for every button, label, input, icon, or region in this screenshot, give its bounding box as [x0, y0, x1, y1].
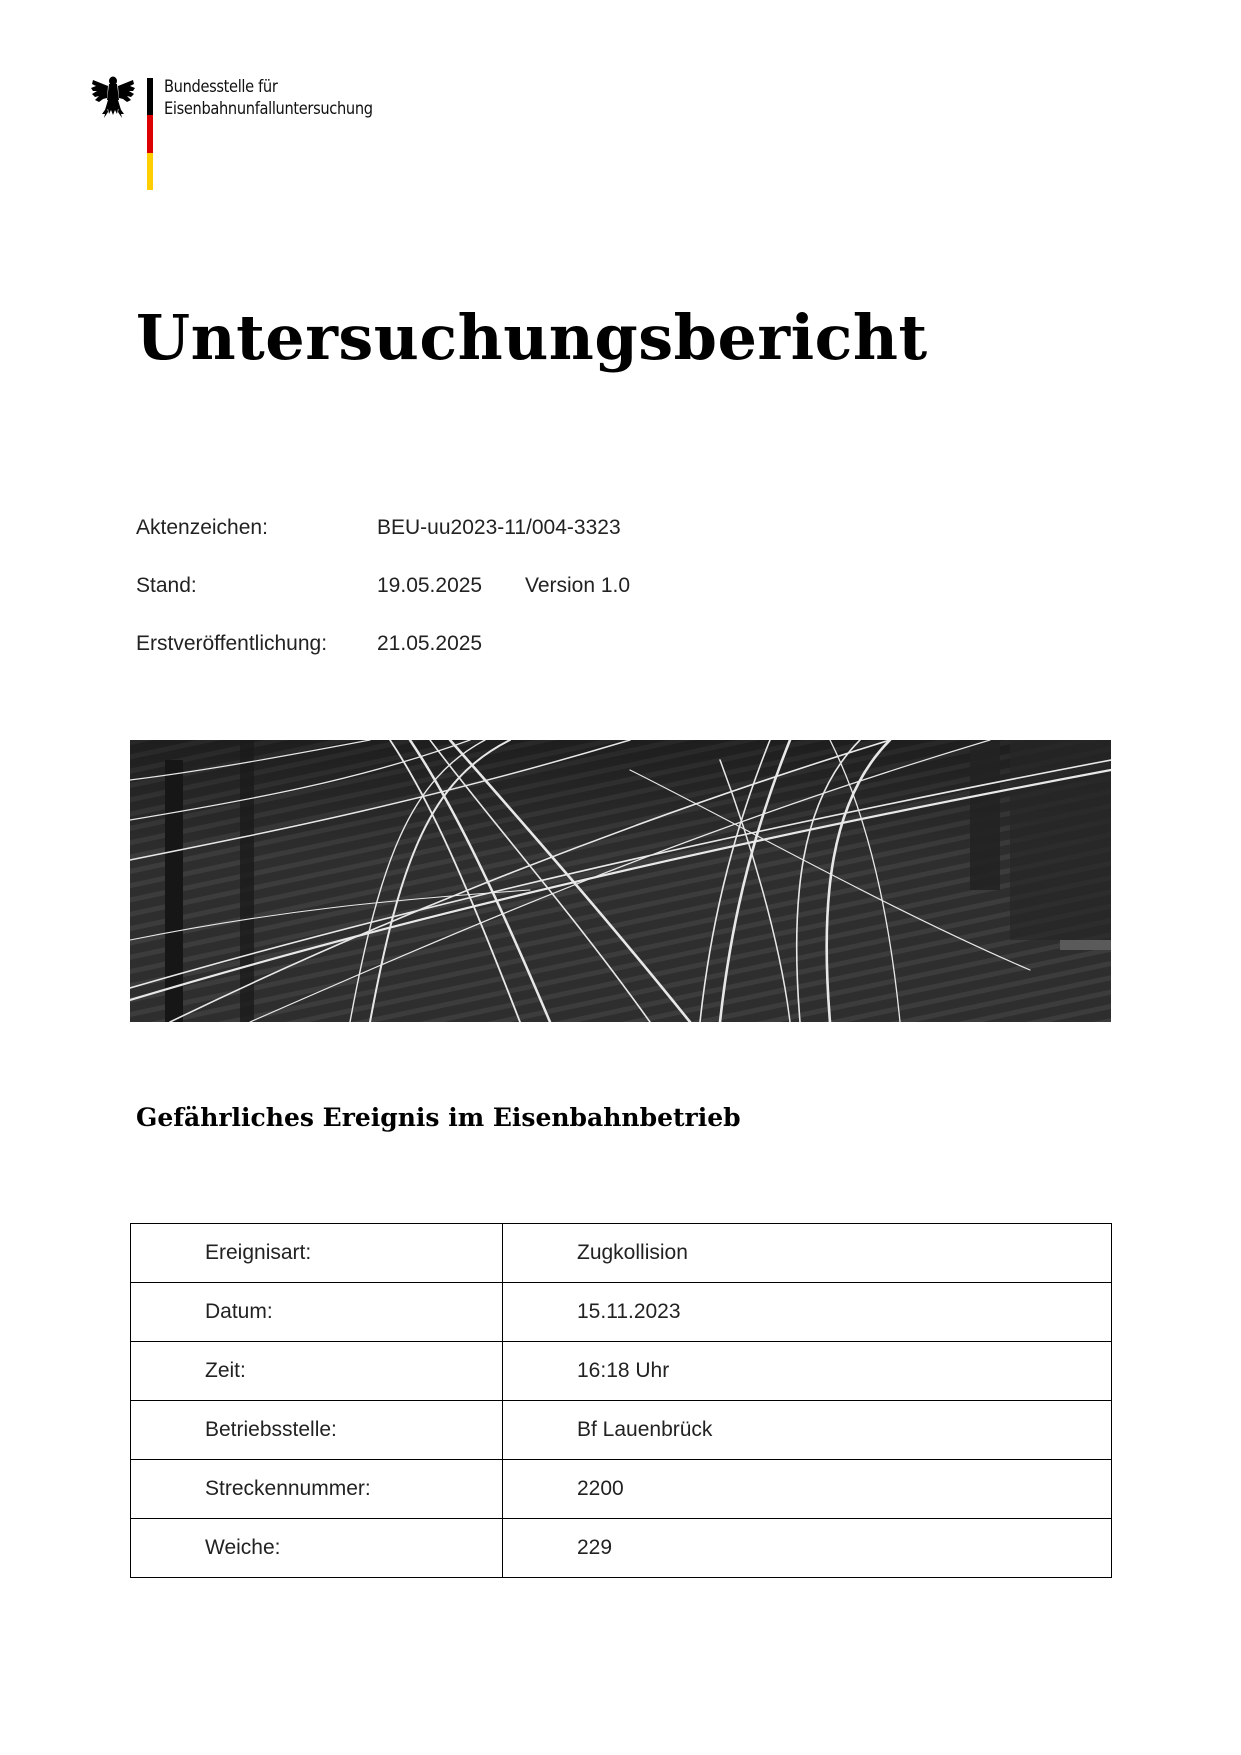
erstveroeffentlichung-value: 21.05.2025	[377, 632, 483, 655]
row-value: 229	[503, 1519, 1112, 1578]
railway-tracks-photo	[130, 740, 1111, 1022]
row-label: Weiche:	[131, 1519, 503, 1578]
row-value: Zugkollision	[503, 1224, 1112, 1283]
row-value: 2200	[503, 1460, 1112, 1519]
org-name-line2: Eisenbahnunfalluntersuchung	[164, 99, 373, 119]
page-title: Untersuchungsbericht	[136, 301, 928, 374]
table-row	[131, 1519, 1112, 1578]
table-row	[131, 1283, 1112, 1342]
flag-stripe-gold	[147, 153, 153, 190]
incident-details-table	[130, 1223, 1112, 1578]
section-title: Gefährliches Ereignis im Eisenbahnbetrieb	[136, 1103, 741, 1132]
flag-stripe-red	[147, 115, 153, 152]
table-row	[131, 1342, 1112, 1401]
railway-tracks-banner-image	[130, 740, 1111, 1022]
federal-eagle-icon	[90, 74, 136, 120]
row-label: Ereignisart:	[131, 1224, 503, 1283]
row-value: 15.11.2023	[503, 1283, 1112, 1342]
organization-name	[164, 76, 373, 120]
stand-version: Version 1.0	[525, 574, 631, 597]
org-name-line1: Bundesstelle für	[164, 77, 278, 97]
row-label: Betriebsstelle:	[131, 1401, 503, 1460]
aktenzeichen-label: Aktenzeichen:	[136, 516, 268, 539]
header-logo	[90, 74, 540, 194]
row-label: Datum:	[131, 1283, 503, 1342]
row-value: Bf Lauenbrück	[503, 1401, 1112, 1460]
row-label: Streckennummer:	[131, 1460, 503, 1519]
stand-date: 19.05.2025	[377, 574, 483, 597]
row-value: 16:18 Uhr	[503, 1342, 1112, 1401]
flag-stripe-black	[147, 78, 153, 115]
aktenzeichen-value: BEU-uu2023-11/004-3323	[377, 516, 621, 539]
table-row	[131, 1401, 1112, 1460]
erstveroeffentlichung-label: Erstveröffentlichung:	[136, 632, 328, 655]
flag-bar	[147, 78, 153, 190]
table-row	[131, 1224, 1112, 1283]
row-label: Zeit:	[131, 1342, 503, 1401]
stand-label: Stand:	[136, 574, 197, 597]
table-row	[131, 1460, 1112, 1519]
